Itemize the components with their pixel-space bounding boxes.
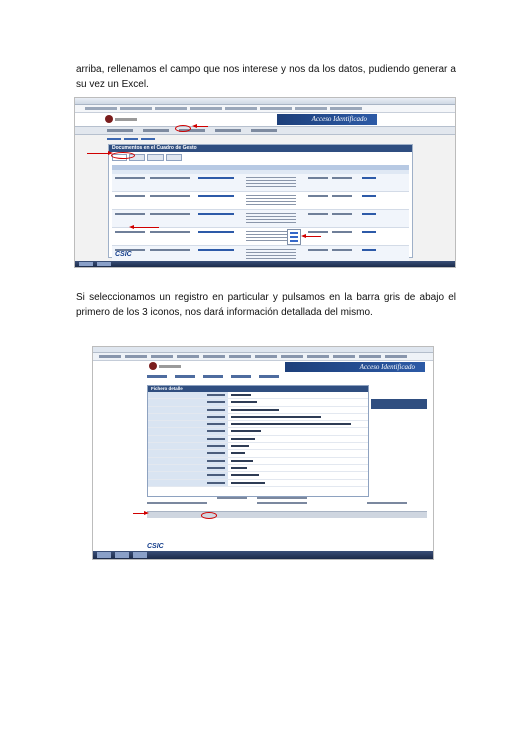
export-dropdown[interactable] [287, 229, 301, 245]
breadcrumb [75, 135, 455, 142]
annotation-oval-menu [175, 125, 191, 132]
bg-line [147, 502, 207, 504]
detail-row [148, 472, 368, 479]
bg-line [367, 502, 407, 504]
taskbar-item[interactable] [115, 552, 129, 558]
paragraph-intro: arriba, rellenamos el campo que nos interese y nos da los datos, pudiendo generar a su vez un Excel. [76, 64, 456, 90]
detail-row [148, 428, 368, 435]
detail-header: Fichero detalle [148, 386, 368, 392]
annotation-arrow-menu [194, 126, 208, 127]
favorites-bar [75, 105, 455, 113]
annotation-arrow-toolbar [133, 513, 147, 514]
paragraph-detail: Si seleccionamos un registro en particular y pulsamos en la barra gris de abajo el primero de los 3 iconos, nos dará información detallada del mismo. [76, 292, 456, 318]
bg-line [257, 502, 307, 504]
table-row[interactable] [112, 210, 409, 228]
annotation-oval-filter [111, 152, 135, 159]
detail-row [148, 414, 368, 421]
section-title: Documentos en el Cuadro de Gesto [109, 145, 412, 152]
screenshot-results-table [74, 97, 456, 268]
start-button[interactable] [79, 262, 93, 266]
detail-row [148, 450, 368, 457]
site-menu [75, 126, 455, 135]
detail-row [148, 436, 368, 443]
footer-logo: CSIC [147, 543, 164, 550]
results-panel [108, 144, 413, 258]
site-header [93, 361, 433, 373]
detail-row [148, 392, 368, 399]
record-detail-panel [147, 385, 369, 497]
background-table-header [371, 399, 427, 409]
windows-taskbar [75, 261, 455, 267]
detail-row [148, 399, 368, 406]
browser-toolbar [93, 353, 433, 361]
csic-logo [105, 115, 141, 124]
bg-line [217, 497, 247, 499]
table-row[interactable] [112, 192, 409, 210]
access-banner: Acceso Identificado [277, 114, 377, 125]
detail-row [148, 407, 368, 414]
site-header [75, 113, 455, 126]
detail-row [148, 443, 368, 450]
site-menu [147, 373, 367, 379]
detail-row [148, 465, 368, 472]
detail-row [148, 480, 368, 487]
start-button[interactable] [97, 552, 111, 558]
access-banner: Acceso Identificado [285, 362, 425, 372]
footer-logo: CSIC [115, 251, 132, 258]
record-toolbar[interactable] [147, 511, 427, 518]
table-row[interactable] [112, 228, 409, 246]
annotation-arrow-filter [87, 153, 111, 154]
browser-toolbar [75, 98, 455, 105]
annotation-arrow-dropdown [303, 236, 321, 237]
screenshot-record-detail [92, 346, 434, 560]
table-row[interactable] [112, 174, 409, 192]
csic-logo [149, 362, 185, 371]
bg-line [257, 497, 307, 499]
tab-3[interactable] [147, 154, 165, 161]
tab-4[interactable] [166, 154, 182, 161]
annotation-oval-detail-icon [201, 512, 217, 519]
detail-row [148, 421, 368, 428]
taskbar-item[interactable] [97, 262, 111, 266]
taskbar-item[interactable] [133, 552, 147, 558]
detail-row [148, 458, 368, 465]
tab-bar [109, 152, 412, 163]
annotation-arrow-toolbar [131, 227, 159, 228]
windows-taskbar [93, 551, 433, 559]
